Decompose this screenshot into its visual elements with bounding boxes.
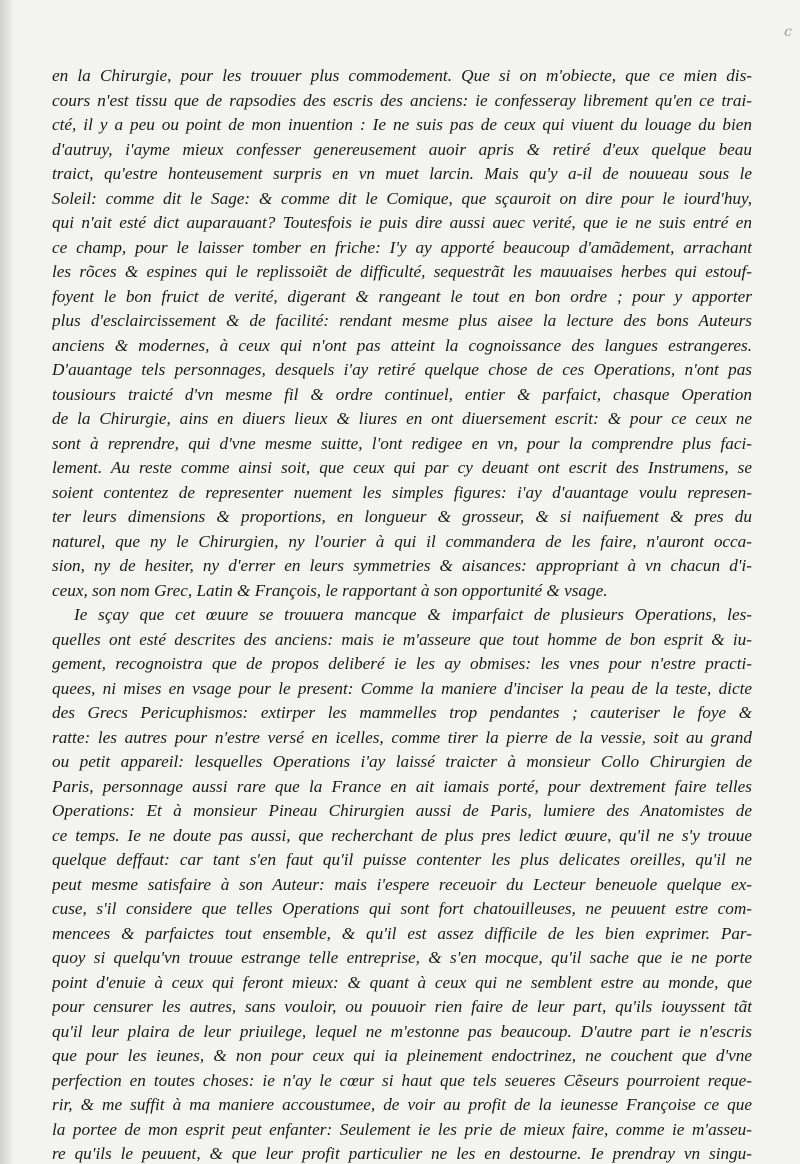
text-line: ter leurs dimensions & proportions, en longueur & grosseur, & si naifuement & pres du bbox=[52, 507, 752, 526]
text-line: perfection en toutes choses: ie n'ay le cœur si haut que tels seueres Cẽseurs pourroient reque- bbox=[52, 1070, 752, 1090]
text-line: la portee de mon esprit peut enfanter: Seulement ie les prie de mieux faire, comme ie m'asseu- bbox=[52, 1119, 752, 1139]
text-line: ratte: les autres pour n'estre versé en icelles, comme tirer la pierre de la vessie, soit au grand bbox=[52, 727, 752, 747]
text-line: sion, ny de hesiter, ny d'errer en leurs symmetries & aisances: appropriant à vn chacun d'i- bbox=[52, 556, 752, 575]
text-line: que pour les ieunes, & non pour ceux qui ia pleinement endoctrinez, ne couchent que d'vne bbox=[52, 1046, 752, 1065]
text-line: des Grecs Pericuphismos: extirper les mammelles trop pendantes ; cauteriser le foye & bbox=[52, 703, 752, 722]
text-line: point d'enuie à ceux qui feront mieux: & quant à ceux qui ne semblent estre au monde, que bbox=[52, 972, 752, 992]
text-line: quelque deffaut: car tant s'en faut qu'il puisse contenter les plus delicates oreilles, qu'il ne bbox=[52, 850, 752, 869]
text-line: tousiours traicté d'vn mesme fil & ordre continuel, entier & parfaict, chasque Operation bbox=[52, 384, 752, 404]
text-line: de la Chirurgie, ains en diuers lieux & liures en ont diuersement escrit: & pour ce ceux ne bbox=[52, 409, 752, 428]
text-line: quoy si quelqu'vn trouue estrange telle entreprise, & s'en mocque, qu'il sache que ie ne porte bbox=[52, 948, 752, 967]
text-line: ce champ, pour le laisser tomber en friche: I'y ay apporté beaucoup d'amãdement, arrachant bbox=[52, 237, 752, 257]
text-line: quees, ni mises en vsage pour le present: Comme la maniere d'inciser la peau de la teste, dicte bbox=[52, 678, 752, 698]
text-line: soient contentez de representer nuement les simples figures: i'ay d'auantage voulu represen- bbox=[52, 482, 752, 502]
text-line: cuse, s'il considere que telles Operations qui sont fort chatouilleuses, ne peuuent estre com- bbox=[52, 899, 752, 918]
corner-mark: c bbox=[784, 24, 792, 40]
text-line: peut mesme satisfaire à son Auteur: mais i'espere receuoir du Lecteur beneuole quelque ex- bbox=[52, 874, 752, 894]
text-line: plus d'esclaircissement & de facilité: rendant mesme plus aisee la lecture des bons Auteurs bbox=[52, 311, 752, 330]
text-line: D'auantage tels personnages, desquels i'ay retiré quelque chose de ces Operations, n'ont pas bbox=[52, 360, 752, 379]
text-line: quelles ont esté descrites des anciens: mais ie m'asseure que tout homme de bon esprit & iu- bbox=[52, 629, 752, 649]
text-line: foyent le bon fruict de verité, digerant & rangeant le tout en bon ordre ; pour y apporter bbox=[52, 286, 752, 306]
text-line: rir, & me suffit à ma maniere accoustumee, de voir au profit de la ieunesse Françoise ce que bbox=[52, 1095, 752, 1114]
text-line: re qu'ils le peuuent, & que leur profit particulier ne les en destourne. Ie prendray vn singu- bbox=[52, 1144, 752, 1163]
text-line: ou petit appareil: lesquelles Operations i'ay laissé traicter à monsieur Collo Chirurgien de bbox=[52, 752, 752, 771]
text-line: traict, qu'estre honteusement surpris en vn muet larcin. Mais qu'y a-il de nouueau sous le bbox=[52, 164, 752, 183]
text-line: sont à reprendre, qui d'vne mesme suitte, l'ont redigee en vn, pour la comprendre plus faci- bbox=[52, 433, 752, 453]
page-gutter bbox=[0, 0, 14, 1164]
text-line: d'autruy, i'ayme mieux confesser genereusement auoir apris & retiré d'eux quelque beau bbox=[52, 139, 752, 159]
text-line: mencees & parfaictes tout ensemble, & qu'il est assez difficile de les bien exprimer. Par- bbox=[52, 923, 752, 943]
text-line: lement. Au reste comme ainsi soit, que ceux qui par cy deuant ont escrit des Instrumens, se bbox=[52, 458, 752, 477]
text-line: ceux, son nom Grec, Latin & François, le rapportant à son opportunité & vsage. bbox=[52, 580, 608, 600]
text-line: pour censurer les autres, sans vouloir, ou pouuoir rien faire de leur part, qu'ils iouyssent tãt bbox=[52, 997, 752, 1016]
text-line: anciens & modernes, à ceux qui n'ont pas atteint la cognoissance des langues estrangeres. bbox=[52, 335, 752, 355]
text-line: qu'il leur plaira de leur priuilege, lequel ne m'estonne pas beaucoup. D'autre part ie n'escris bbox=[52, 1021, 752, 1041]
text-line: cté, il y a peu ou point de mon inuention : Ie ne suis pas de ceux qui viuent du louage du bien bbox=[52, 115, 752, 134]
text-line: ce temps. Ie ne doute pas aussi, que recherchant de plus pres ledict œuure, qu'il ne s'y trouue bbox=[52, 825, 752, 845]
text-line: gement, recognoistra que de propos deliberé ie les ay obmises: les vnes pour n'estre practi- bbox=[52, 654, 752, 673]
text-line: en la Chirurgie, pour les trouuer plus commodement. Que si on m'obiecte, que ce mien dis- bbox=[52, 66, 752, 85]
text-line: Operations: Et à monsieur Pineau Chirurgien aussi de Paris, lumiere des Anatomistes de bbox=[52, 801, 752, 820]
body-text bbox=[52, 64, 752, 1164]
text-line: Soleil: comme dit le Sage: & comme dit le Comique, que sçauroit on dire pour le iourd'huy, bbox=[52, 188, 752, 208]
text-line: Paris, personnage aussi rare que la France en ait iamais porté, pour dextrement faire telles bbox=[52, 776, 752, 796]
text-line: cours n'est tissu que de rapsodies des escris des anciens: ie confesseray librement qu'en ce trai- bbox=[52, 90, 752, 110]
text-line: naturel, que ny le Chirurgien, ny l'ourier à qui il commandera de les faire, n'auront occa- bbox=[52, 531, 752, 551]
text-line: Ie sçay que cet œuure se trouuera mancque & imparfaict de plusieurs Operations, les- bbox=[74, 605, 752, 624]
text-line: qui n'ait esté dict auparauant? Toutesfois ie puis dire aussi auec verité, que ie ne suis entré en bbox=[52, 213, 752, 232]
text-line: les rõces & espines qui le replissoiẽt de difficulté, sequestrãt les mauuaises herbes qui estouf- bbox=[52, 262, 752, 281]
